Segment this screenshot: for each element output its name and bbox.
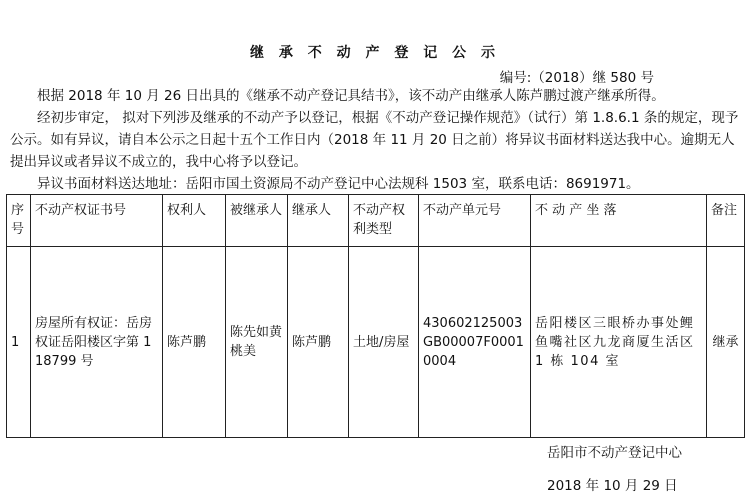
issuing-organization: 岳阳市不动产登记中心 xyxy=(547,445,682,461)
document-number: 编号:（2018）继 580 号 xyxy=(499,70,654,86)
cell-location: 岳阳楼区三眼桥办事处鲤鱼嘴社区九龙商厦生活区 1 栋 104 室 xyxy=(531,247,707,438)
table-row xyxy=(7,247,745,438)
header-serial: 序号 xyxy=(7,195,31,247)
table-header-row xyxy=(7,195,745,247)
issue-date: 2018 年 10 月 29 日 xyxy=(547,478,678,494)
header-right-type: 不动产权利类型 xyxy=(349,195,419,247)
cell-right-type: 土地/房屋 xyxy=(349,247,419,438)
paragraph-address: 异议书面材料送达地址：岳阳市国土资源局不动产登记中心法规科 1503 室，联系电话：8691971。 xyxy=(37,176,640,192)
notice-title: 继 承 不 动 产 登 记 公 示 xyxy=(250,45,500,61)
cell-serial: 1 xyxy=(7,247,31,438)
header-location: 不 动 产 坐 落 xyxy=(531,195,707,247)
paragraph-review: 经初步审定， 拟对下列涉及继承的不动产予以登记，根据《不动产登记操作规范》（试行）第 1.8.6.1 条的规定，现予公示。如有异议，请自本公示之日起十五个工作日内（2018 年 11 月 20 日之前）将异议书面材料送达我中心。逾期无人提出异议或者异议不成立的，我中心将予以登记。 xyxy=(10,110,739,170)
registration-table xyxy=(6,194,745,438)
header-remark: 备注 xyxy=(707,195,745,247)
header-right-holder: 权利人 xyxy=(163,195,226,247)
header-certificate-no: 不动产权证书号 xyxy=(31,195,163,247)
cell-heir: 陈芦鹏 xyxy=(288,247,349,438)
header-unit-no: 不动产单元号 xyxy=(419,195,531,247)
paragraph-basis: 根据 2018 年 10 月 26 日出具的《继承不动产登记具结书》，该不动产由继承人陈芦鹏过渡产继承所得。 xyxy=(37,88,665,104)
header-decedent: 被继承人 xyxy=(226,195,288,247)
cell-decedent: 陈先如黄桃美 xyxy=(226,247,288,438)
header-heir: 继承人 xyxy=(288,195,349,247)
cell-right-holder: 陈芦鹏 xyxy=(163,247,226,438)
cell-remark: 继承 xyxy=(707,247,745,438)
cell-unit-no: 430602125003GB00007F00010004 xyxy=(419,247,531,438)
cell-certificate-no: 房屋所有权证：岳房权证岳阳楼区字第 118799 号 xyxy=(31,247,163,438)
